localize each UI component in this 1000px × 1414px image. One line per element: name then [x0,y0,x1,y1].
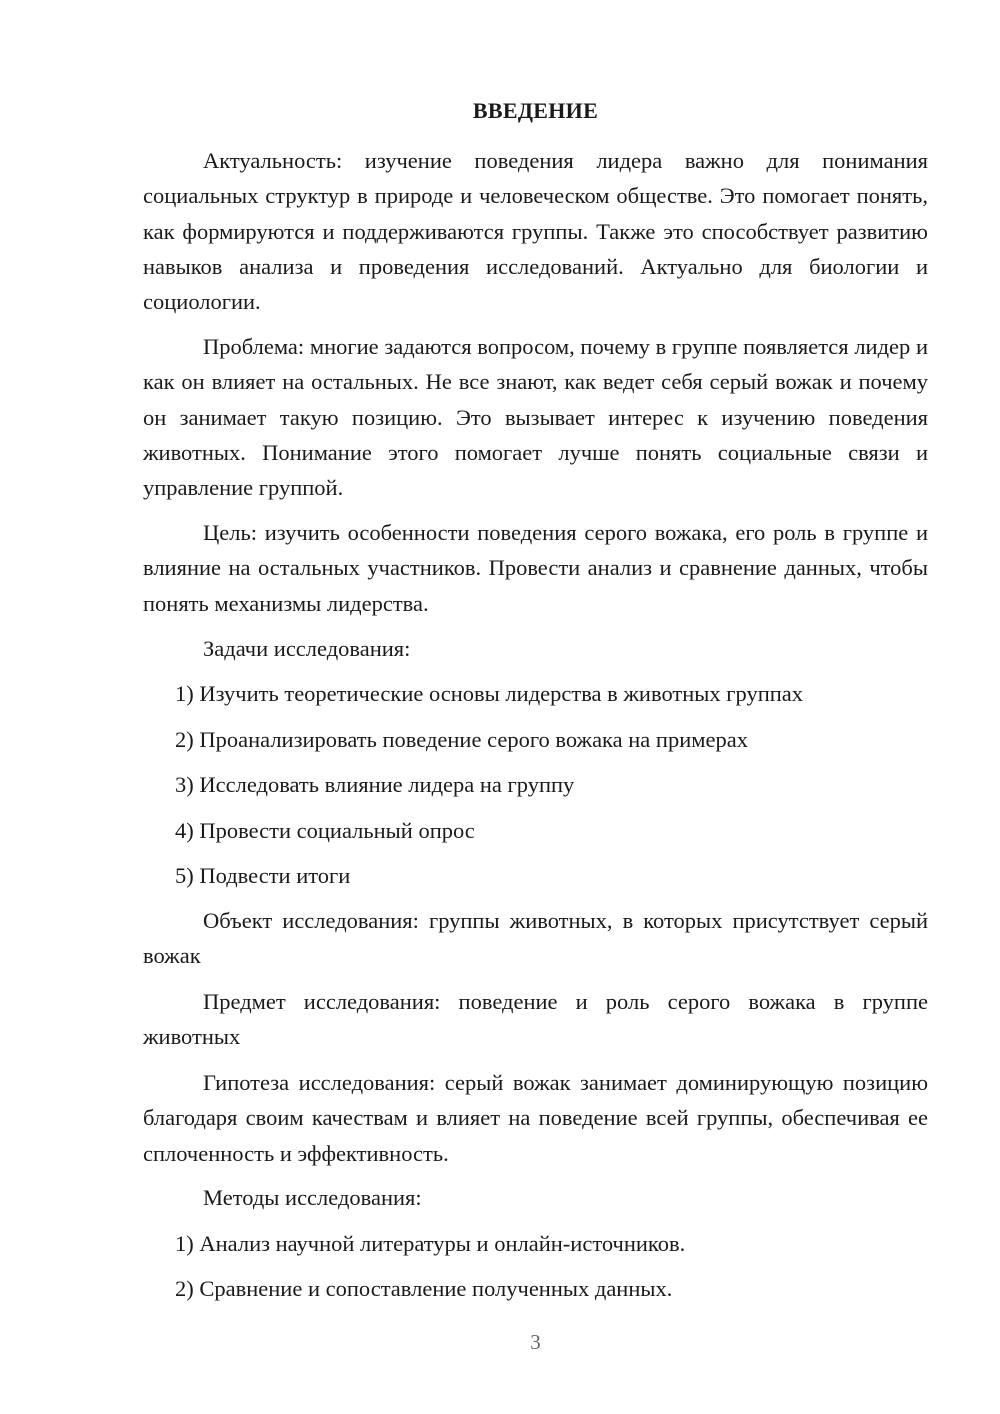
task-item: 2) Проанализировать поведение серого вожака на примерах [175,727,748,752]
task-item: 1) Изучить теоретические основы лидерства в животных группах [175,681,804,706]
relevance-paragraph: Актуальность: изучение поведения лидера важно для понимания социальных структур в природе и человеческом обществе. Это помогает понять, как формируются и поддерживаются группы. Также это способствует развитию навыков анализа и проведения исследований. Актуально для биологии и социологии. [143,148,928,315]
page-title: ВВЕДЕНИЕ [472,98,599,123]
task-item: 3) Исследовать влияние лидера на группу [175,772,575,797]
object-paragraph: Объект исследования: группы животных, в которых присутствует серый вожак [143,908,928,969]
document-page [143,0,928,1414]
method-item: 1) Анализ научной литературы и онлайн-источников. [175,1231,686,1256]
task-item: 4) Провести социальный опрос [175,818,475,843]
problem-paragraph: Проблема: многие задаются вопросом, почему в группе появляется лидер и как он влияет на остальных. Не все знают, как ведет себя серый вожак и почему он занимает такую позицию. Это вызывает интерес к изучению поведения животных. Понимание этого помогает лучше понять социальные связи и управление группой. [143,334,928,501]
goal-paragraph: Цель: изучить особенности поведения серого вожака, его роль в группе и влияние на остальных участников. Провести анализ и сравнение данных, чтобы понять механизмы лидерства. [143,520,928,616]
task-item: 5) Подвести итоги [175,863,351,888]
page-number: 3 [530,1330,541,1354]
method-item: 2) Сравнение и сопоставление полученных данных. [175,1276,673,1301]
methods-heading: Методы исследования: [203,1185,422,1210]
hypothesis-paragraph: Гипотеза исследования: серый вожак занимает доминирующую позицию благодаря своим качествам и влияет на поведение всей группы, обеспечивая ее сплоченность и эффективность. [143,1070,928,1166]
tasks-heading: Задачи исследования: [203,636,411,661]
subject-paragraph: Предмет исследования: поведение и роль серого вожака в группе животных [143,989,928,1050]
